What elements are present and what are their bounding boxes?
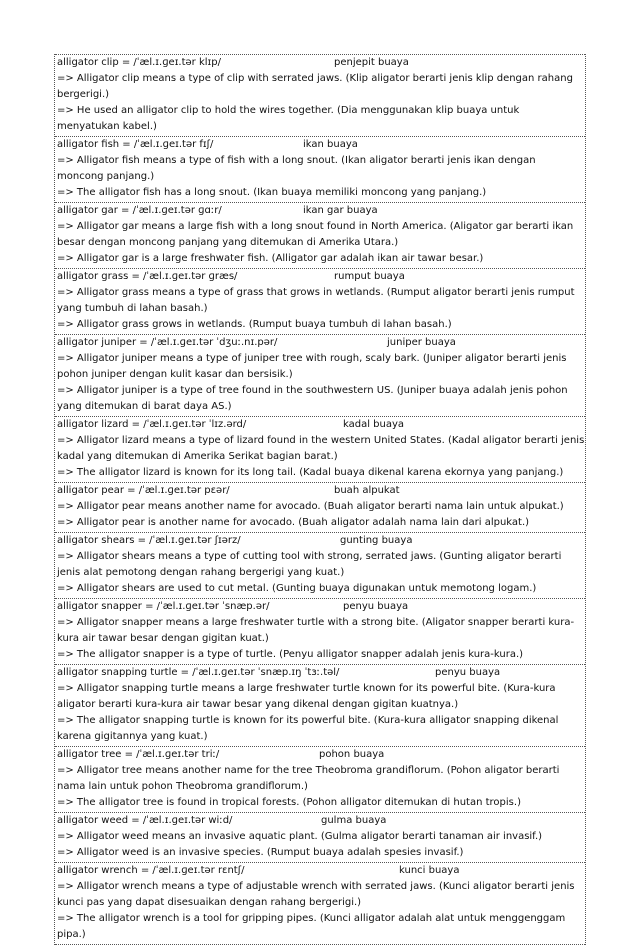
example-sentence: => Alligator juniper is a type of tree found in the southwestern US. (Juniper buaya adalah jenis pohon yang ditemukan di barat daya AS.) [57,385,568,412]
vocab-entry [55,482,585,532]
entry-header [57,137,585,153]
term-pronunciation: alligator snapping turtle = /ˈæl.ɪ.ɡeɪ.tər ˈsnæp.ɪŋ ˈtɜː.təl/ [57,667,340,678]
entry-header [57,863,585,879]
entry-header [57,417,585,433]
vocab-entry [55,532,585,598]
term-pronunciation: alligator fish = /ˈæl.ɪ.ɡeɪ.tər fɪʃ/ [57,139,214,150]
example-sentence: => The alligator lizard is known for its long tail. (Kadal buaya dikenal karena ekornya yang panjang.) [57,467,564,478]
vocab-entry [55,812,585,862]
vocab-entry [55,334,585,416]
entry-header [57,335,585,351]
vocab-entry [55,202,585,268]
vocab-entry [55,746,585,812]
entry-header [57,665,585,681]
term-pronunciation: alligator weed = /ˈæl.ɪ.ɡeɪ.tər wiːd/ [57,815,233,826]
term-pronunciation: alligator pear = /ˈæl.ɪ.ɡeɪ.tər pɛər/ [57,485,230,496]
term-translation: penyu buaya [435,667,501,678]
example-sentence: => Alligator wrench means a type of adjustable wrench with serrated jaws. (Kunci aligator berarti jenis kunci pas yang dapat disesuaikan dengan rahang bergerigi.) [57,881,575,908]
entry-header [57,55,585,71]
term-translation: buah alpukat [334,485,400,496]
entry-header [57,747,585,763]
term-translation: kadal buaya [343,419,405,430]
example-sentence: => The alligator snapper is a type of turtle. (Penyu alligator snapper adalah jenis kura-kura.) [57,649,524,660]
term-pronunciation: alligator juniper = /ˈæl.ɪ.ɡeɪ.tər ˈdʒuː.nɪ.pər/ [57,337,278,348]
entry-header [57,483,585,499]
term-translation: juniper buaya [387,337,456,348]
term-pronunciation: alligator snapper = /ˈæl.ɪ.ɡeɪ.tər ˈsnæp.ər/ [57,601,270,612]
term-pronunciation: alligator wrench = /ˈæl.ɪ.ɡeɪ.tər rɛntʃ/ [57,865,245,876]
example-sentence: => Alligator gar is a large freshwater fish. (Alligator gar adalah ikan air tawar besar.) [57,253,484,264]
term-pronunciation: alligator lizard = /ˈæl.ɪ.ɡeɪ.tər ˈlɪz.ərd/ [57,419,247,430]
example-sentence: => Alligator snapper means a large freshwater turtle with a strong bite. (Aligator snapper berarti kura-kura air tawar besar dengan gigitan kuat.) [57,617,575,644]
term-translation: ikan gar buaya [303,205,378,216]
term-translation: penyu buaya [343,601,409,612]
example-sentence: => Alligator snapping turtle means a large freshwater turtle known for its powerful bite. (Kura-kura aligator berarti kura-kura air tawar besar yang dikenal dengan gigitan kuatnya.) [57,683,556,710]
term-translation: penjepit buaya [334,57,409,68]
example-sentence: => Alligator fish means a type of fish with a long snout. (Ikan aligator berarti jenis ikan dengan moncong panjang.) [57,155,536,182]
example-sentence: => Alligator pear is another name for avocado. (Buah aligator adalah nama lain dari alpukat.) [57,517,530,528]
vocab-entry [55,416,585,482]
example-sentence: => He used an alligator clip to hold the wires together. (Dia menggunakan klip buaya untuk menyatukan kabel.) [57,105,520,132]
example-sentence: => Alligator lizard means a type of lizard found in the western United States. (Kadal aligator berarti jenis kadal yang ditemukan di Amerika Serikat bagian barat.) [57,435,585,462]
vocab-entry [55,136,585,202]
example-sentence: => Alligator clip means a type of clip with serrated jaws. (Klip aligator berarti jenis klip dengan rahang bergerigi.) [57,73,573,100]
example-sentence: => Alligator gar means a large fish with a long snout found in North America. (Aligator gar berarti ikan besar dengan moncong panjang yang ditemukan di Amerika Utara.) [57,221,574,248]
term-translation: rumput buaya [334,271,405,282]
example-sentence: => The alligator wrench is a tool for gripping pipes. (Kunci alligator adalah alat untuk menggenggam pipa.) [57,913,566,940]
example-sentence: => Alligator weed means an invasive aquatic plant. (Gulma aligator berarti tanaman air invasif.) [57,831,543,842]
example-sentence: => Alligator tree means another name for the tree Theobroma grandiflorum. (Pohon aligator berarti nama lain untuk pohon Theobroma grandiflorum.) [57,765,560,792]
term-translation: kunci buaya [399,865,460,876]
term-translation: pohon buaya [319,749,385,760]
example-sentence: => The alligator snapping turtle is known for its powerful bite. (Kura-kura alligator snapping dikenal karena gigitannya yang kuat.) [57,715,559,742]
example-sentence: => Alligator shears means a type of cutting tool with strong, serrated jaws. (Gunting aligator berarti jenis alat pemotong dengan rahang bergerigi yang kuat.) [57,551,562,578]
entry-header [57,203,585,219]
vocab-entry [55,664,585,746]
entry-header [57,269,585,285]
example-sentence: => The alligator tree is found in tropical forests. (Pohon alligator ditemukan di hutan tropis.) [57,797,521,808]
example-sentence: => Alligator shears are used to cut metal. (Gunting buaya digunakan untuk memotong logam.) [57,583,537,594]
vocab-entry [55,598,585,664]
term-pronunciation: alligator tree = /ˈæl.ɪ.ɡeɪ.tər triː/ [57,749,220,760]
example-sentence: => Alligator weed is an invasive species. (Rumput buaya adalah spesies invasif.) [57,847,464,858]
example-sentence: => Alligator grass means a type of grass that grows in wetlands. (Rumput aligator berarti jenis rumput yang tumbuh di lahan basah.) [57,287,575,314]
term-translation: gulma buaya [321,815,387,826]
vocab-entry [55,862,585,945]
entry-header [57,813,585,829]
example-sentence: => Alligator grass grows in wetlands. (Rumput buaya tumbuh di lahan basah.) [57,319,452,330]
example-sentence: => Alligator pear means another name for avocado. (Buah aligator berarti nama lain untuk alpukat.) [57,501,564,512]
entry-header [57,533,585,549]
example-sentence: => Alligator juniper means a type of juniper tree with rough, scaly bark. (Juniper aligator berarti jenis pohon juniper dengan kulit kasar dan bersisik.) [57,353,567,380]
vocab-entry [55,268,585,334]
term-translation: gunting buaya [340,535,413,546]
term-pronunciation: alligator gar = /ˈæl.ɪ.ɡeɪ.tər ɡɑːr/ [57,205,222,216]
example-sentence: => The alligator fish has a long snout. (Ikan buaya memiliki moncong yang panjang.) [57,187,487,198]
term-translation: ikan buaya [303,139,358,150]
term-pronunciation: alligator clip = /ˈæl.ɪ.ɡeɪ.tər klɪp/ [57,57,221,68]
term-pronunciation: alligator grass = /ˈæl.ɪ.ɡeɪ.tər ɡræs/ [57,271,238,282]
term-pronunciation: alligator shears = /ˈæl.ɪ.ɡeɪ.tər ʃɪərz/ [57,535,241,546]
entry-header [57,599,585,615]
vocab-entry [55,54,585,136]
vocabulary-list [54,54,586,945]
